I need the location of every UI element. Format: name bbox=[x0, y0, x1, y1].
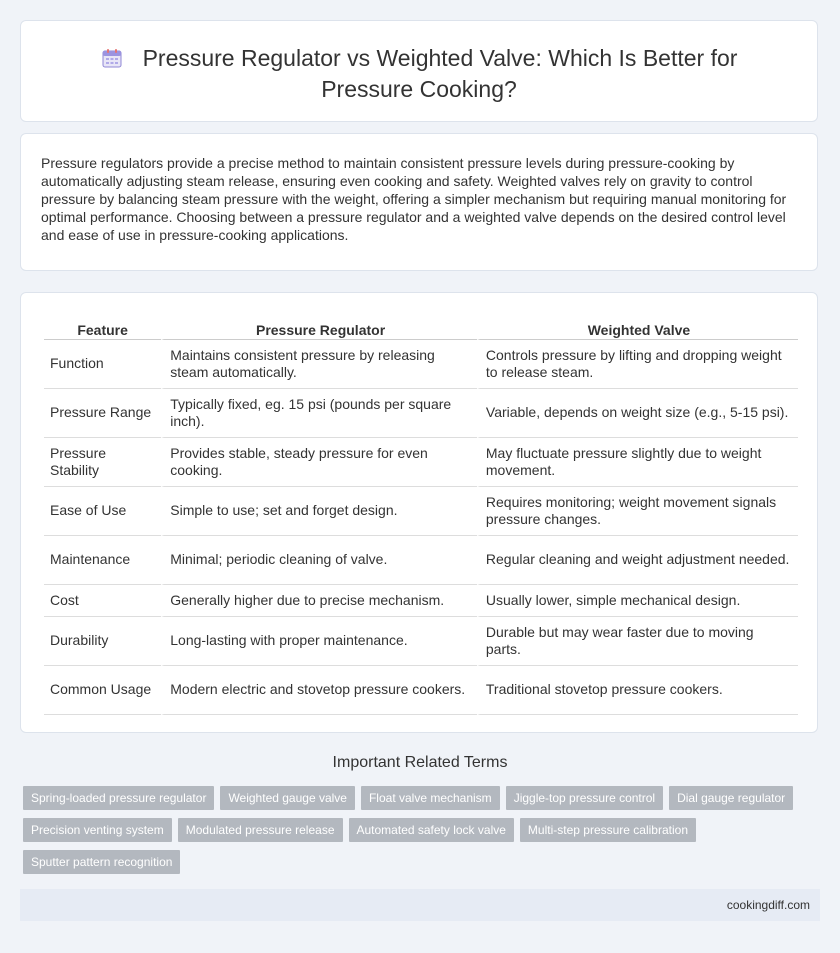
intro-paragraph: Pressure regulators provide a precise method to maintain consistent pressure levels during pressure-cooking by automatically adjusting steam release, ensuring even cooking and safety. Weighted valves rely on gravity to control pressure by balancing steam pressure with the weight, offering a simpler mechanism but requiring manual monitoring for optimal performance. Choosing between a pressure regulator and a weighted valve depends on the desired control level and ease of use in pressure-cooking applications. bbox=[41, 155, 787, 243]
related-term-tag[interactable]: Precision venting system bbox=[23, 818, 172, 842]
related-term-tag[interactable]: Jiggle-top pressure control bbox=[506, 786, 663, 810]
related-term-tag[interactable]: Float valve mechanism bbox=[361, 786, 500, 810]
valve-cell: Durable but may wear faster due to moving parts. bbox=[477, 617, 798, 666]
related-term-tag[interactable]: Sputter pattern recognition bbox=[23, 850, 180, 874]
related-term-tag[interactable]: Automated safety lock valve bbox=[349, 818, 514, 842]
regulator-cell: Generally higher due to precise mechanism. bbox=[161, 585, 477, 617]
feature-cell: Ease of Use bbox=[44, 487, 161, 536]
feature-cell: Pressure Range bbox=[44, 389, 161, 438]
related-term-tag[interactable]: Modulated pressure release bbox=[178, 818, 343, 842]
table-row bbox=[44, 487, 798, 536]
valve-cell: May fluctuate pressure slightly due to weight movement. bbox=[477, 438, 798, 487]
footer-site-link[interactable]: cookingdiff.com bbox=[726, 898, 810, 912]
feature-cell: Function bbox=[44, 340, 161, 389]
table-row bbox=[44, 438, 798, 487]
table-row bbox=[44, 389, 798, 438]
footer bbox=[20, 889, 820, 921]
related-terms-list bbox=[23, 786, 813, 882]
table-row bbox=[44, 536, 798, 585]
table-row bbox=[44, 340, 798, 389]
regulator-cell: Modern electric and stovetop pressure cookers. bbox=[161, 666, 477, 715]
page-title-row bbox=[21, 43, 817, 105]
regulator-cell: Minimal; periodic cleaning of valve. bbox=[161, 536, 477, 585]
related-term-tag[interactable]: Weighted gauge valve bbox=[220, 786, 355, 810]
valve-cell: Controls pressure by lifting and dropping weight to release steam. bbox=[477, 340, 798, 389]
regulator-cell: Maintains consistent pressure by releasing steam automatically. bbox=[161, 340, 477, 389]
regulator-cell: Provides stable, steady pressure for even cooking. bbox=[161, 438, 477, 487]
valve-cell: Requires monitoring; weight movement signals pressure changes. bbox=[477, 487, 798, 536]
related-term-tag[interactable]: Dial gauge regulator bbox=[669, 786, 793, 810]
header-pressure-regulator: Pressure Regulator bbox=[161, 314, 477, 340]
regulator-cell: Simple to use; set and forget design. bbox=[161, 487, 477, 536]
feature-cell: Durability bbox=[44, 617, 161, 666]
feature-cell: Maintenance bbox=[44, 536, 161, 585]
comparison-table bbox=[44, 314, 798, 715]
table-row bbox=[44, 666, 798, 715]
valve-cell: Variable, depends on weight size (e.g., 5-15 psi). bbox=[477, 389, 798, 438]
intro-card bbox=[20, 133, 818, 271]
table-row bbox=[44, 617, 798, 666]
valve-cell: Traditional stovetop pressure cookers. bbox=[477, 666, 798, 715]
table-row bbox=[44, 585, 798, 617]
feature-cell: Cost bbox=[44, 585, 161, 617]
related-terms-heading: Important Related Terms bbox=[332, 754, 508, 771]
valve-cell: Usually lower, simple mechanical design. bbox=[477, 585, 798, 617]
feature-cell: Common Usage bbox=[44, 666, 161, 715]
feature-cell: Pressure Stability bbox=[44, 438, 161, 487]
valve-cell: Regular cleaning and weight adjustment needed. bbox=[477, 536, 798, 585]
regulator-cell: Long-lasting with proper maintenance. bbox=[161, 617, 477, 666]
comparison-table-card bbox=[20, 292, 818, 733]
page-title: Pressure Regulator vs Weighted Valve: Which Is Better for Pressure Cooking? bbox=[142, 45, 738, 102]
calendar-icon bbox=[101, 47, 123, 69]
related-term-tag[interactable]: Multi-step pressure calibration bbox=[520, 818, 696, 842]
related-term-tag[interactable]: Spring-loaded pressure regulator bbox=[23, 786, 214, 810]
regulator-cell: Typically fixed, eg. 15 psi (pounds per square inch). bbox=[161, 389, 477, 438]
header-weighted-valve: Weighted Valve bbox=[477, 314, 798, 340]
table-header-row bbox=[44, 314, 798, 340]
header-card bbox=[20, 20, 818, 122]
header-feature: Feature bbox=[44, 314, 161, 340]
